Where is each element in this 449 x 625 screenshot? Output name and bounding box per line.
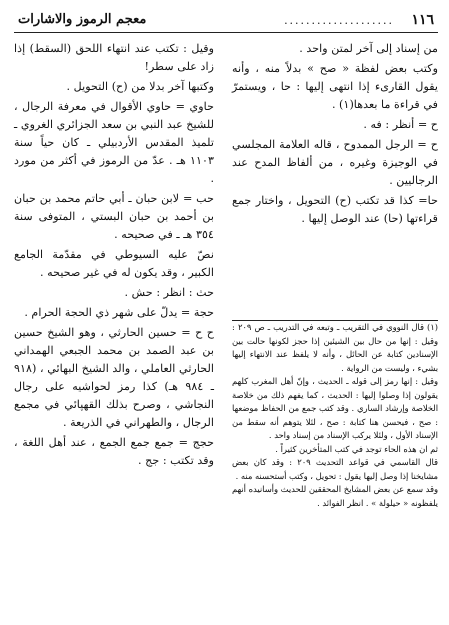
left-column	[14, 40, 214, 472]
page-header	[14, 10, 438, 33]
paragraph: نصّ عليه السيوطي في مقدّمة الجامع الكبير ، وقد يكون له في غير صحيحه .	[14, 248, 214, 279]
footnote-paragraph: قال القاسمي في قواعد التحديث ٢٠٩ : وقد كان بعض مشايخنا إذا وصل إليها يقول : تحويل ، وكتب أستحسنه منه .	[232, 457, 438, 481]
footnote-paragraph: ثم ان هذه الحاء توجد في كتب المتأخرين كثيراً .	[275, 443, 438, 454]
entry-hh: ح ح = حسين الحارثي ، وهو الشيخ حسين بن عبد الصمد بن محمد الجبعي الهمداني الحارثي العاملي ، والد الشيخ البهائي ، (٩١٨ ـ ٩٨٤ هـ) كذا رمز لحواشيه على رجال النجاشي ، وصرح بذلك القهپائي في مجمع الرجال ، والطهراني في الذريعة .	[14, 326, 214, 429]
footnote-paragraph: (١) قال النووي في التقريب ـ وتبعه في التدريب ـ ص ٢٠٩ : وقيل : إنها من حال بين الشيئين إذا حجز لكونها حالت بين الإسنادين كتابة عن الحائل ، وأنه لا يلفظ عند الانتهاء إليها بشيء ، وليست من الرواية .	[232, 322, 439, 373]
footnote-paragraph: وقد سمع عن بعض المشايخ المحققين للحديث وأسانيده أنهم يلفظونه « حيلولة » . انظر الفوائد .	[232, 484, 438, 508]
page-number: ١١٦	[411, 12, 434, 28]
entry-hth: حث : انظر : حش .	[124, 286, 214, 299]
running-title: معجم الرموز والاشارات	[18, 12, 147, 27]
header-dots: ....................	[284, 14, 394, 27]
entry-hjj: حجج = جمع جمع الجمع ، عند أهل اللغة ، وقد تكتب : جج .	[14, 436, 214, 467]
footnote-paragraph: وقيل : إنها رمز إلى قوله ـ الحديث ، وإنّ أهل المغرب كلهم يقولون إذا وصلوا إليها : الحديث ، كما يفهم ذلك من خلاصة الخلاصة وإرشاد الساري . وقد كتب جمع من الحفاظ موضعها : صح ، فيحسن هنا كتابة : صح ، لئلا يتوهم أنه سقط من الإسناد الأول ، ولئلا يركب الإسناد من إسناد واحد .	[232, 376, 438, 440]
paragraph: من إسناد إلى آخر لمتن واحد .	[299, 42, 438, 55]
entry-hawi: حاوي = حاوي الأقوال في معرفة الرجال ، للشيخ عبد النبي بن سعد الجزائري الغروي ـ تلميذ المقدس الأردبيلي ـ كان حياً سنة ١١٠٣ هـ . عدّ من الرموز في أكثر من مورد .	[14, 100, 214, 185]
paragraph: وكتبها آخر بدلا من (ح) التحويل .	[66, 80, 214, 93]
document-page	[14, 10, 438, 616]
footnote-block	[232, 320, 438, 510]
entry-ha-see-fa: ح = أنظر : فه .	[363, 118, 438, 131]
paragraph: وكتب بعض لفظة « صح » بدلاً منه ، وأنه يقول القارىء إذا انتهى إليها : حا ، ويستمرّ في قراءة ما بعدها(١) .	[232, 62, 438, 111]
entry-ha-tahwil: حا= كذا قد تكتب (ح) التحويل ، واختار جمع قراءتها (حا) عند الوصل إليها .	[232, 194, 438, 225]
entry-hb: حب = لابن حبان ـ أبي حاتم محمد بن حبان بن أحمد بن حبان البستي ، المتوفى سنة ٣٥٤ هـ ـ في صحيحه .	[14, 192, 214, 241]
right-column	[232, 40, 438, 230]
paragraph: وقيل : تكتب عند انتهاء اللحق (السقط) إذا زاد على سطر!	[14, 42, 214, 73]
entry-hijja: حجة = يدلّ على شهر ذي الحجة الحرام .	[24, 306, 214, 319]
entry-ha-mamduh: ح = الرجل الممدوح ، قاله العلامة المجلسي في الوجيزة وغيره ، من ألفاظ المدح عند الرجاليين .	[232, 138, 438, 187]
